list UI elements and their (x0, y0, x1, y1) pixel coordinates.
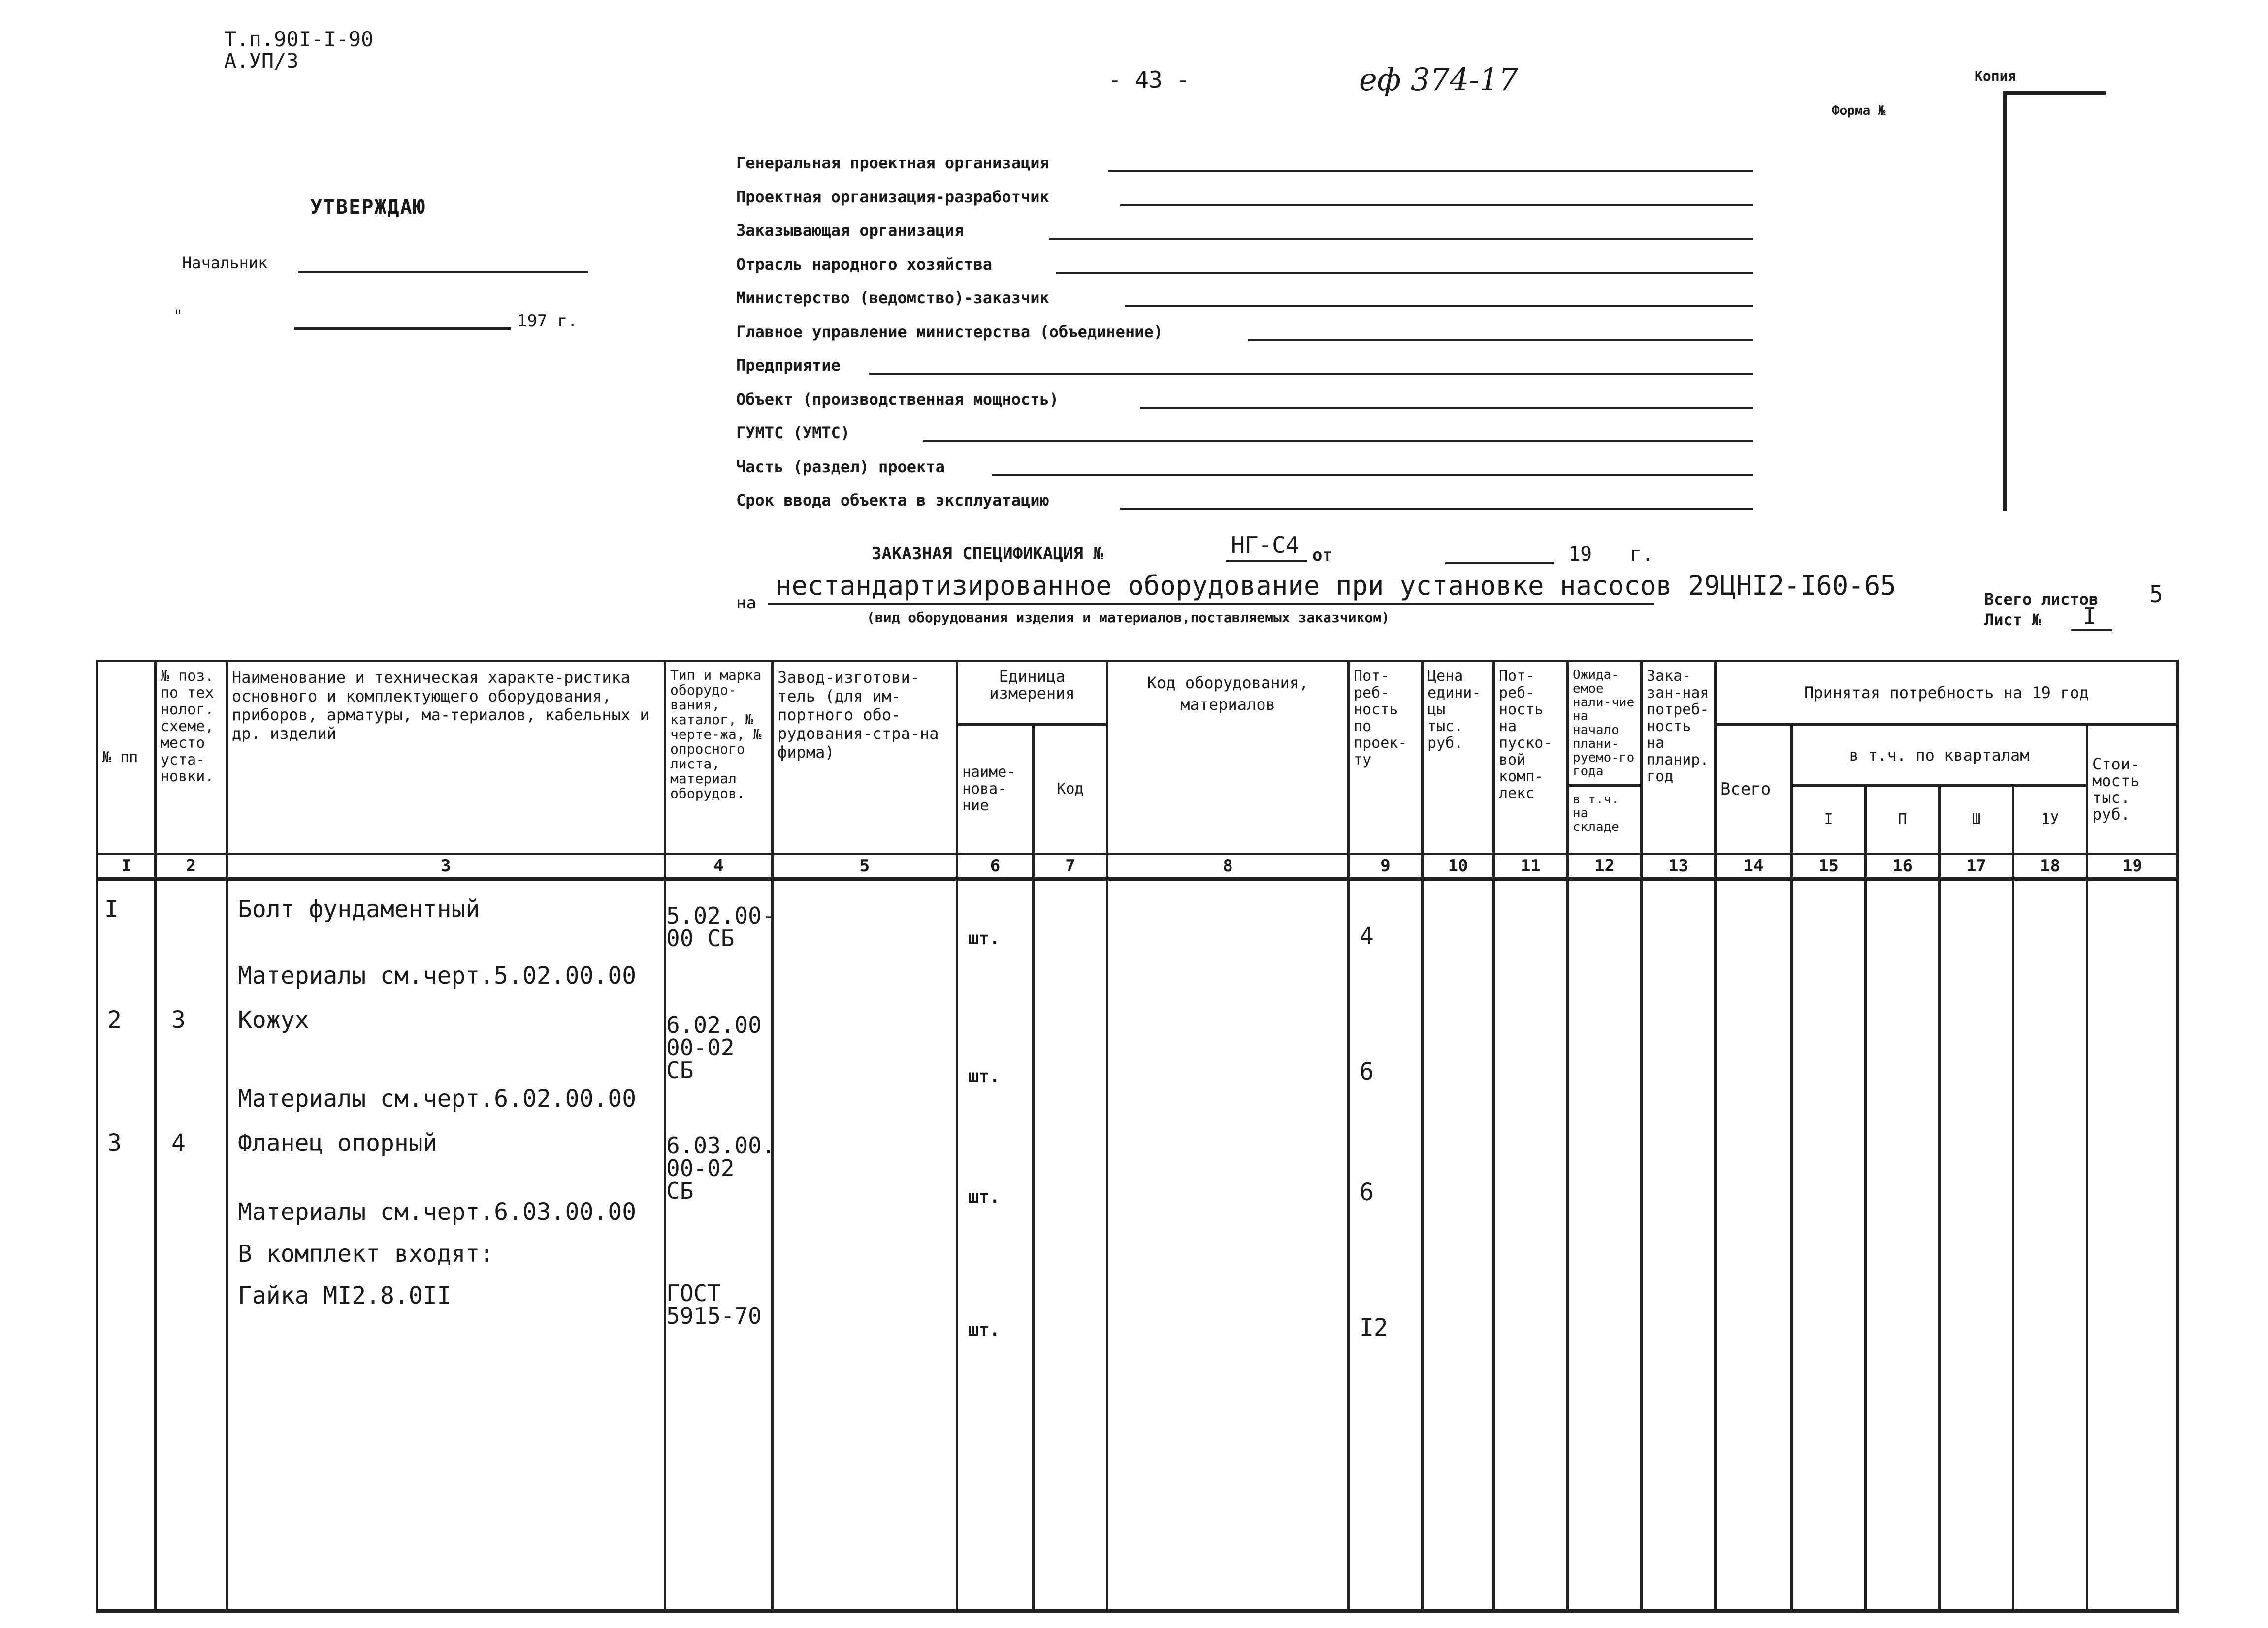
row-type: 6.03.00. 00-02 СБ (666, 1132, 776, 1204)
column-number: 15 (1792, 854, 1866, 879)
row-name: В комплект входят: (238, 1240, 494, 1268)
spec-number: НГ-С4 (1231, 532, 1299, 558)
org-field-label: ГУМТС (УМТС) (736, 423, 850, 442)
cell-cost (2087, 879, 2178, 1611)
cell-q2 (1866, 879, 1940, 1611)
form-label: Форма № (1832, 103, 1886, 118)
org-field-label: Часть (раздел) проекта (736, 457, 945, 476)
spec-na-label: на (736, 593, 756, 613)
column-number: 4 (665, 854, 773, 879)
org-field-label: Заказывающая организация (736, 221, 964, 240)
col-header-7: Код (1034, 725, 1107, 854)
cell-unit-code (1034, 879, 1107, 1611)
col-header-13: Зака-зан-ная потреб-ность на планир. год (1642, 661, 1716, 854)
row-type: 6.02.00 00-02 СБ (666, 1012, 762, 1084)
cell-q1 (1792, 879, 1866, 1611)
row-pos: 3 (171, 1006, 186, 1034)
col-header-16: П (1866, 786, 1940, 854)
cell-pos (156, 879, 227, 1611)
column-number-row (97, 854, 2178, 879)
row-type: 5.02.00-00 СБ (666, 902, 776, 952)
row-qty: 6 (1360, 1058, 1374, 1085)
approval-date-suffix: 197 г. (517, 311, 578, 331)
col-header-2: № поз. по тех нолог. схеме, место уста-новки. (156, 661, 227, 854)
row-unit: шт. (968, 1320, 1001, 1340)
column-number: 6 (957, 854, 1034, 879)
column-number: 11 (1494, 854, 1568, 879)
row-pp: 2 (107, 1006, 122, 1034)
org-field-line (923, 440, 1753, 442)
column-number: I (97, 854, 156, 879)
cell-qty (1349, 879, 1423, 1611)
doc-code-line2: А.УП/3 (224, 49, 299, 73)
col-header-14: Всего (1716, 725, 1792, 854)
cell-equipment-code (1107, 879, 1349, 1611)
org-field-label: Проектная организация-разработчик (736, 187, 1049, 206)
spec-subject: нестандартизированное оборудование при установке насосов 29ЦНI2-I60-65 (776, 570, 1896, 601)
column-number: 5 (773, 854, 957, 879)
col-header-9: Пот-реб-ность по проек-ту (1349, 661, 1423, 854)
column-number: 16 (1866, 854, 1940, 879)
org-field-line (1120, 204, 1753, 206)
doc-code (224, 29, 373, 72)
org-field-label: Предприятие (736, 356, 841, 375)
col-header-unit-group: Единица измерения (957, 661, 1107, 725)
row-qty: I2 (1360, 1314, 1388, 1341)
column-number: 18 (2013, 854, 2087, 879)
org-field-line (1056, 272, 1753, 274)
col-header-3: Наименование и техническая характе-ристика основного и комплектующего оборудования, приборов, арматуры, ма-териалов, кабельных и др. изделий (227, 661, 665, 854)
table-body-row (97, 879, 2178, 1611)
spec-date-line (1445, 562, 1554, 564)
column-number: 3 (227, 854, 665, 879)
col-header-18: 1У (2013, 786, 2087, 854)
col-header-8: Код оборудования, материалов (1107, 661, 1349, 854)
stamp-label: Копия (1975, 68, 2016, 84)
col-header-6: наиме-нова-ние (957, 725, 1034, 854)
sheet-label: Лист № (1984, 610, 2041, 629)
column-number: 14 (1716, 854, 1792, 879)
cell-manufacturer (773, 879, 957, 1611)
column-number: 12 (1568, 854, 1642, 879)
column-number: 8 (1107, 854, 1349, 879)
row-pp: 3 (107, 1129, 122, 1157)
column-number: 19 (2087, 854, 2178, 879)
org-field-line (992, 474, 1753, 476)
col-header-11: Пот-реб-ность на пуско-вой комп-лекс (1494, 661, 1568, 854)
org-field-line (1125, 305, 1753, 307)
spec-number-line (1226, 560, 1307, 562)
row-name: Фланец опорный (238, 1129, 437, 1157)
col-header-accepted-group: Принятая потребность на 19 год (1716, 661, 2178, 725)
spec-table (96, 660, 2179, 1613)
row-pos: 4 (171, 1129, 186, 1157)
org-field-label: Генеральная проектная организация (736, 154, 1049, 172)
approval-title: УТВЕРЖДАЮ (310, 196, 426, 219)
sheets-total: 5 (2149, 581, 2163, 607)
row-qty: 6 (1360, 1179, 1374, 1206)
spec-year: 19 (1568, 543, 1592, 566)
column-number: 9 (1349, 854, 1423, 879)
cell-name (227, 879, 665, 1611)
page-number: - 43 - (1108, 66, 1190, 93)
col-header-19: Стои-мость тыс. руб. (2087, 725, 2178, 854)
sheet-number-line (2071, 629, 2112, 631)
column-number: 13 (1642, 854, 1716, 879)
cell-expected (1568, 879, 1642, 1611)
row-unit: шт. (968, 1066, 1001, 1086)
row-qty: 4 (1360, 923, 1374, 950)
row-name: Гайка МI2.8.0II (238, 1282, 452, 1309)
stamp-box (2003, 91, 2106, 511)
spec-year-suffix: г. (1630, 543, 1654, 566)
column-number: 2 (156, 854, 227, 879)
org-field-line (1248, 339, 1753, 341)
row-name: Материалы см.черт.6.03.00.00 (238, 1198, 637, 1226)
org-field-line (1049, 238, 1753, 240)
spec-title-label: ЗАКАЗНАЯ СПЕЦИФИКАЦИЯ № (872, 544, 1103, 564)
row-name: Материалы см.черт.6.02.00.00 (238, 1085, 637, 1113)
row-pp: I (104, 895, 119, 923)
cell-startup (1494, 879, 1568, 1611)
doc-code-line1: Т.п.90I-I-90 (224, 27, 374, 51)
spec-from-label: от (1312, 545, 1332, 565)
spec-subject-line (768, 603, 1654, 605)
org-field-line (1120, 508, 1753, 510)
org-field-line (1108, 170, 1753, 172)
row-unit: шт. (968, 928, 1001, 949)
col-header-15: I (1792, 786, 1866, 854)
handwritten-code: eф 374-17 (1359, 62, 1519, 97)
org-field-label: Главное управление министерства (объединение) (736, 322, 1163, 341)
org-field-line (869, 373, 1753, 375)
org-field-line (1140, 407, 1753, 409)
column-number: 7 (1034, 854, 1107, 879)
row-name: Кожух (238, 1006, 309, 1034)
row-name: Болт фундаментный (238, 895, 480, 923)
col-header-10: Цена едини-цы тыс. руб. (1423, 661, 1494, 854)
cell-pp (97, 879, 156, 1611)
cell-unit (957, 879, 1034, 1611)
approval-signature-line (298, 271, 588, 273)
org-field-label: Отрасль народного хозяйства (736, 255, 993, 274)
approval-date-line (294, 327, 511, 330)
org-field-label: Срок ввода объекта в эксплуатацию (736, 491, 1049, 510)
cell-q3 (1940, 879, 2013, 1611)
cell-price (1423, 879, 1494, 1611)
col-header-quarters-group: в т.ч. по кварталам (1792, 725, 2087, 786)
cell-q4 (2013, 879, 2087, 1611)
approval-quote-mark: " (173, 306, 183, 325)
col-header-17: Ш (1940, 786, 2013, 854)
sheet-number: I (2083, 603, 2097, 630)
column-number: 17 (1940, 854, 2013, 879)
col-header-12b: в т.ч. на складе (1568, 786, 1642, 854)
column-number: 10 (1423, 854, 1494, 879)
col-header-5: Завод-изготови-тель (для им-портного обо-рудования-стра-на фирма) (773, 661, 957, 854)
col-header-4: Тип и марка оборудо-вания, каталог, № черте-жа, № опросного листа, материал оборудов. (665, 661, 773, 854)
spec-subject-caption: (вид оборудования изделия и материалов,поставляемых заказчиком) (867, 609, 1390, 626)
row-name: Материалы см.черт.5.02.00.00 (238, 962, 637, 990)
row-type: ГОСТ 5915-70 (666, 1280, 762, 1329)
col-header-12: Ожида-емое нали-чие на начало плани-руемо-го года (1568, 661, 1642, 786)
org-field-label: Министерство (ведомство)-заказчик (736, 288, 1049, 307)
cell-total (1716, 879, 1792, 1611)
sheets-total-label: Всего листов (1984, 590, 2099, 608)
approval-position: Начальник (182, 254, 268, 272)
row-unit: шт. (968, 1187, 1001, 1207)
cell-ordered (1642, 879, 1716, 1611)
cell-type (665, 879, 776, 1611)
col-header-1: № пп (97, 661, 156, 854)
org-field-label: Объект (производственная мощность) (736, 389, 1059, 409)
